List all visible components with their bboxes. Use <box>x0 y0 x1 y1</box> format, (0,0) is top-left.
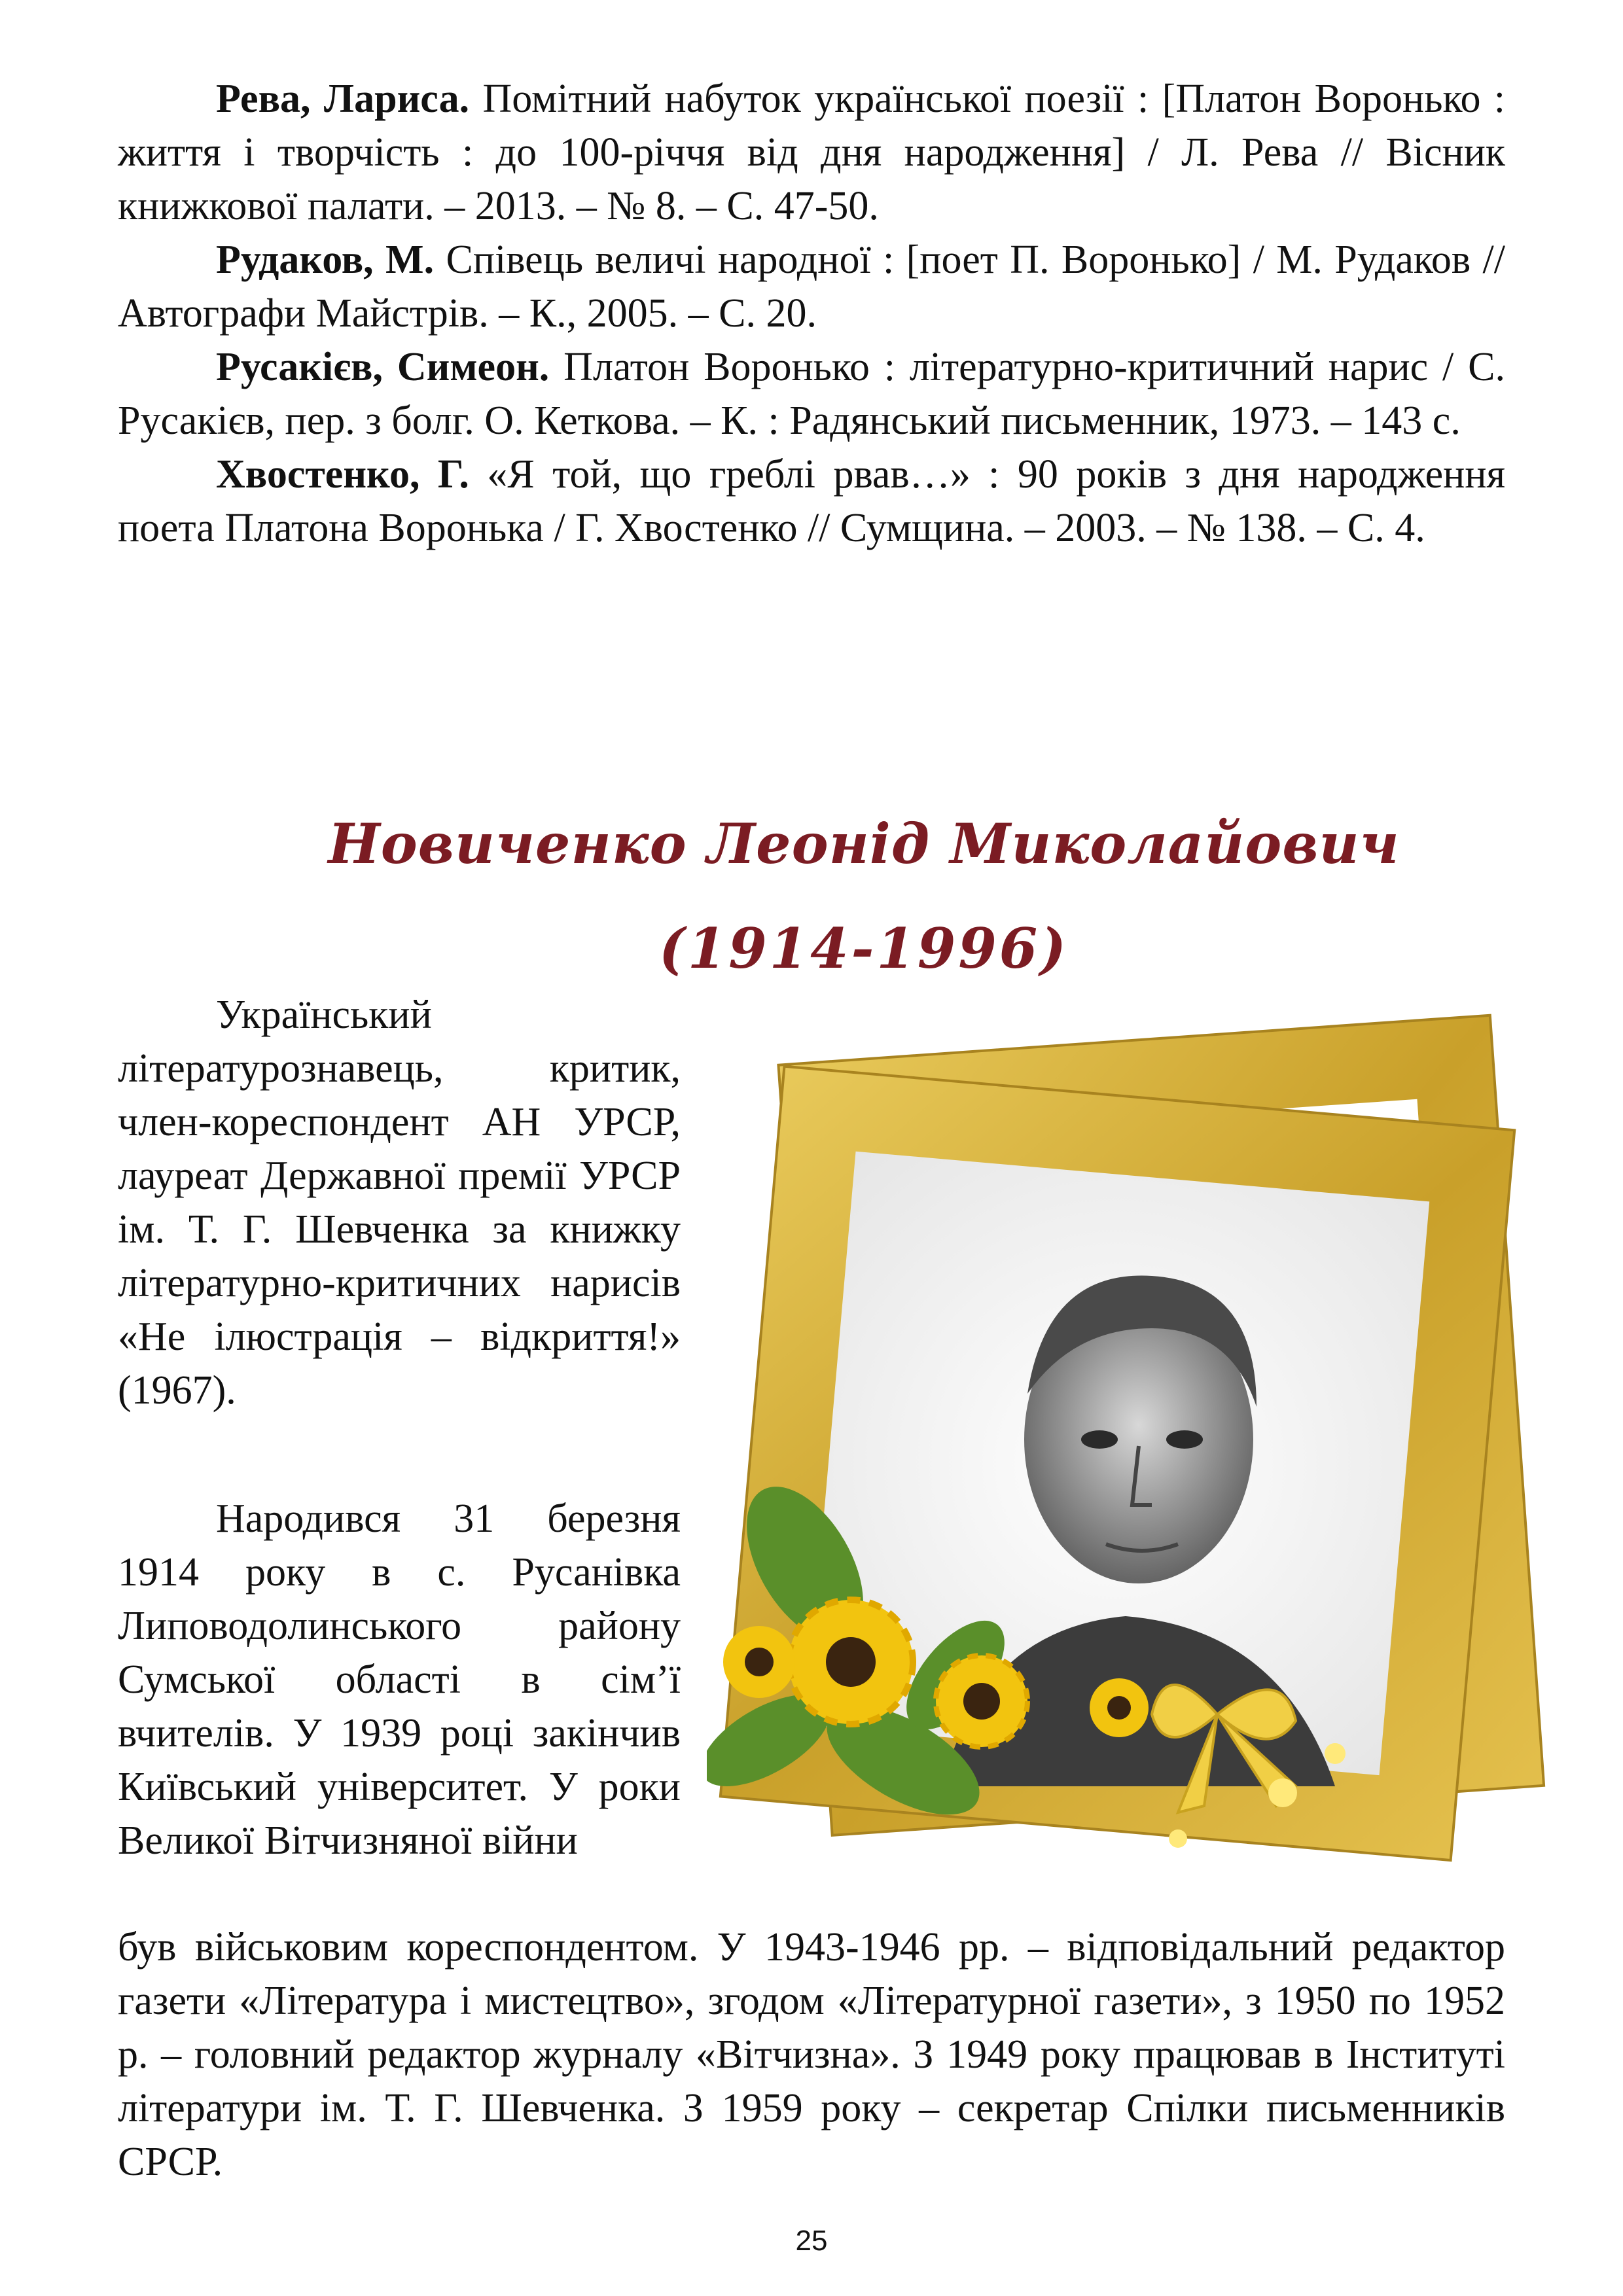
reference-item <box>118 448 1505 555</box>
reference-text: Платон Воронько : літературно-критичний нарис / С. Русакієв, пер. з болг. О. Кеткова. – К. : Радянський письменник, 1973. – 143 с. <box>118 345 1506 443</box>
biography-years-heading: (1914-1996) <box>659 916 1069 981</box>
reference-author: Хвостенко, Г. <box>216 452 469 497</box>
reference-author: Рудаков, М. <box>216 238 435 282</box>
reference-item <box>118 233 1505 340</box>
biography-intro-paragraph: Український літературознавець, критик, член-кореспондент АН УРСР, лауреат Державної премії УРСР ім. Т. Г. Шевченка за книжку літературно-критичних нарисів «Не ілюстрація – відкриття!» (1967). <box>118 993 681 1413</box>
reference-text: «Я той, що греблі рвав…» : 90 років з дня народження поета Платона Воронька / Г. Хвостенко // Сумщина. – 2003. – № 138. – С. 4. <box>118 452 1506 550</box>
page-number: 25 <box>795 2225 828 2257</box>
reference-author: Русакієв, Симеон. <box>216 345 550 389</box>
reference-item <box>118 340 1505 448</box>
biography-birth-paragraph-column: Народився 31 березня 1914 року в с. Русанівка Липоводолинського району Сумської області в сім’ї вчителів. У 1939 році закінчив Київський університет. У роки Великої Вітчизняної війни <box>118 1496 681 1863</box>
biography-name-heading: Новиченко Леонід Миколайович <box>328 811 1400 876</box>
references-list <box>118 72 1505 555</box>
biography-career-paragraph: був військовим кореспондентом. У 1943-1946 рр. – відповідальний редактор газети «Література і мистецтво», згодом «Літературної газети», з 1950 по 1952 р. – головний редактор журналу «Вітчизна». З 1949 року працював в Інституті літератури ім. Т. Г. Шевченка. З 1959 року – секретар Спілки письменників СРСР. <box>118 1925 1505 2184</box>
portrait-photo <box>707 988 1584 1898</box>
reference-text: Помітний набуток української поезії : [Платон Воронько : життя і творчість : до 100-річчя від дня народження] / Л. Рева // Вісник книжкової палати. – 2013. – № 8. – С. 47-50. <box>118 77 1506 228</box>
reference-text: Співець величі народної : [поет П. Воронько] / М. Рудаков // Автографи Майстрів. – К., 2005. – С. 20. <box>118 238 1506 336</box>
reference-author: Рева, Лариса. <box>216 77 470 121</box>
reference-item <box>118 72 1505 233</box>
